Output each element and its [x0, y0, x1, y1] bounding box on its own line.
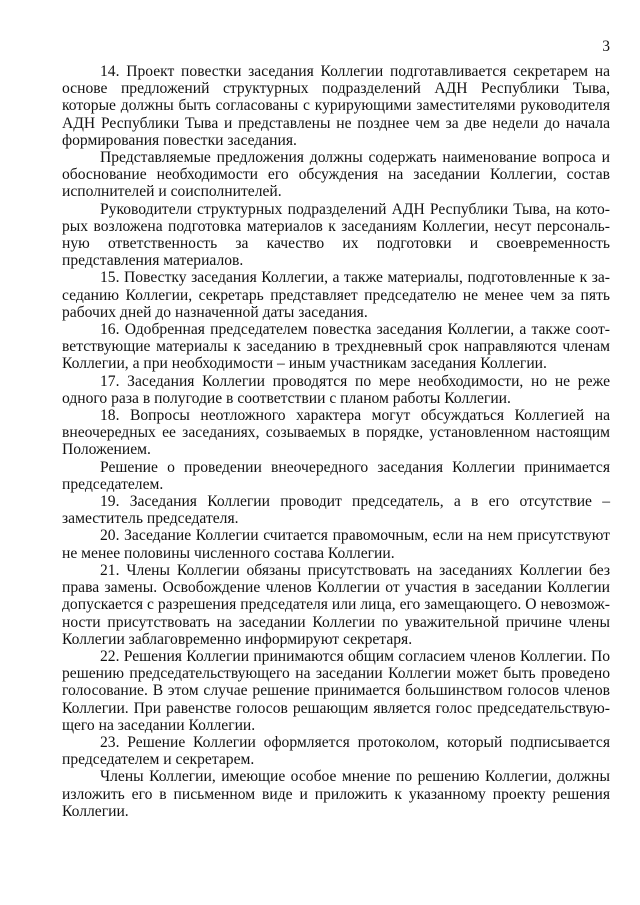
document-body — [62, 63, 610, 820]
paragraph-19: 19. Заседания Коллегии проводит председатель, а в его отсутствие – заместитель председателя. — [62, 493, 610, 528]
paragraph-15: 15. Повестку заседания Коллегии, а также материалы, подготовленные к заседанию Коллегии, секретарь представляет председателю не менее чем за пять рабочих дней до назначенной даты заседания. — [62, 269, 610, 321]
paragraph-responsibility: Руководители структурных подразделений АДН Республики Тыва, на которых возложена подготовка материалов к заседаниям Коллегии, несут персональную ответственность за качество их подготовки и своевременность представления материалов. — [62, 200, 610, 270]
paragraph-14: 14. Проект повестки заседания Коллегии подготавливается секретарем на основе предложений структурных подразделений АДН Республики Тыва, которые должны быть согласованы с курирующими заместителями руководителя АДН Республики Тыва и представлены не позднее чем за две недели до начала формирования повестки заседания. — [62, 63, 610, 149]
paragraph-16: 16. Одобренная председателем повестка заседания Коллегии, а также соответствующие материалы к заседанию в трехдневный срок направляются членам Коллегии, а при необходимости – иным участникам заседания Коллегии. — [62, 321, 610, 373]
paragraph-20: 20. Заседание Коллегии считается правомочным, если на нем присутствуют не менее половины численного состава Коллегии. — [62, 527, 610, 562]
paragraph-21: 21. Члены Коллегии обязаны присутствовать на заседаниях Коллегии без права замены. Освобождение членов Коллегии от участия в заседании Коллегии допускается с разрешения председателя или лица, его замещающего. О невозможности присутствовать на заседании Коллегии по уважительной причине члены Коллегии заблаговременно информируют секретаря. — [62, 561, 610, 648]
paragraph-23: 23. Решение Коллегии оформляется протоколом, который подписывается председателем и секретарем. — [62, 733, 610, 769]
page-number: 3 — [602, 38, 610, 55]
paragraph-proposals: Представляемые предложения должны содержать наименование вопроса и обоснование необходимости его обсуждения на заседании Коллегии, состав исполнителей и соисполнителей. — [62, 149, 610, 201]
paragraph-17: 17. Заседания Коллегии проводятся по мере необходимости, но не реже одного раза в полугодие в соответствии с планом работы Коллегии. — [62, 372, 610, 407]
paragraph-dissenting-opinion: Члены Коллегии, имеющие особое мнение по решению Коллегии, должны изложить его в письменном виде и приложить к указанному проекту решения Коллегии. — [62, 768, 610, 820]
paragraph-extraordinary-decision: Решение о проведении внеочередного заседания Коллегии принимается председателем. — [62, 458, 610, 493]
paragraph-18: 18. Вопросы неотложного характера могут обсуждаться Коллегией на внеочередных ее заседаниях, созываемых в порядке, установленном настоящим Положением. — [62, 407, 610, 459]
paragraph-22: 22. Решения Коллегии принимаются общим согласием членов Коллегии. По решению председательствующего на заседании Коллегии может быть проведено голосование. В этом случае решение принимается большинством голосов членов Коллегии. При равенстве голосов решающим является голос председательствующего на заседании Коллегии. — [62, 647, 610, 734]
